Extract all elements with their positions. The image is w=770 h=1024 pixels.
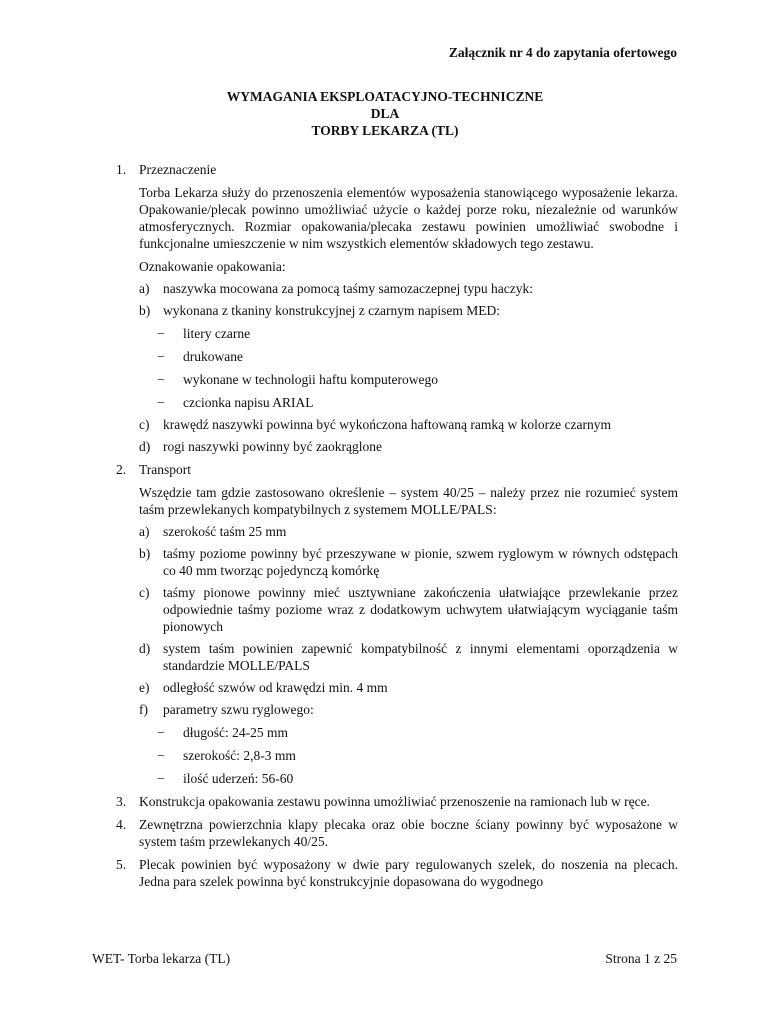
item-text: rogi naszywki powinny być zaokrąglone [163, 439, 382, 454]
item-text: wykonana z tkaniny konstrukcyjnej z czarnym napisem MED: [163, 303, 501, 318]
list-item [139, 523, 678, 540]
section-2 [116, 461, 678, 787]
item-text: parametry szwu ryglowego: [163, 702, 314, 717]
marking-heading: Oznakowanie opakowania: [139, 259, 286, 274]
list-item [139, 640, 678, 674]
title-line-2: DLA [370, 106, 400, 121]
dash-marker: − [157, 349, 165, 364]
dash-text: szerokość: 2,8-3 mm [183, 748, 296, 763]
item-text: naszywka mocowana za pomocą taśmy samozaczepnej typu haczyk: [163, 281, 533, 296]
section-1 [116, 161, 678, 455]
section-number: 2. [116, 462, 127, 477]
dash-marker: − [157, 748, 165, 763]
title-line-3: TORBY LEKARZA (TL) [311, 123, 459, 138]
dash-marker: − [157, 326, 165, 341]
section-heading: Transport [139, 462, 192, 477]
dash-marker: − [157, 725, 165, 740]
list-item [139, 438, 678, 455]
section-body: Konstrukcja opakowania zestawu powinna umożliwiać przenoszenie na ramionach lub w ręce. [139, 794, 650, 809]
item-label: c) [139, 417, 150, 432]
list-item [139, 302, 678, 319]
section-body: Plecak powinien być wyposażony w dwie pary regulowanych szelek, do noszenia na plecach. Jedna para szelek powinna być konstrukcyjnie dopasowana do wygodnego [139, 857, 678, 889]
item-text: taśmy poziome powinny być przeszywane w pionie, szwem ryglowym w równych odstępach co 40 mm tworząc pojedynczą komórkę [163, 546, 678, 578]
section-body: Zewnętrzna powierzchnia klapy plecaka oraz obie boczne ściany powinny być wyposażone w system taśm przewlekanych 40/25. [139, 817, 678, 849]
dash-marker: − [157, 771, 165, 786]
dash-item [139, 348, 678, 365]
item-label: c) [139, 585, 150, 600]
section-number: 5. [116, 857, 127, 872]
dash-marker: − [157, 395, 165, 410]
dash-marker: − [157, 372, 165, 387]
list-item [139, 701, 678, 718]
item-label: f) [139, 702, 148, 717]
item-label: b) [139, 303, 151, 318]
list-item [139, 679, 678, 696]
item-text: system taśm powinien zapewnić kompatybilność z innymi elementami oporządzenia w standardzie MOLLE/PALS [163, 641, 678, 673]
section-5 [116, 856, 678, 890]
list-item [139, 416, 678, 433]
dash-text: litery czarne [183, 326, 251, 341]
dash-item [139, 371, 678, 388]
document-title [0, 88, 770, 139]
item-text: krawędź naszywki powinna być wykończona haftowaną ramką w kolorze czarnym [163, 417, 611, 432]
dash-text: ilość uderzeń: 56-60 [183, 771, 294, 786]
dash-text: wykonane w technologii haftu komputerowego [183, 372, 438, 387]
item-label: b) [139, 546, 151, 561]
section-heading: Przeznaczenie [139, 162, 217, 177]
list-item [139, 280, 678, 297]
dash-item [139, 724, 678, 741]
section-4 [116, 816, 678, 850]
dash-item [139, 747, 678, 764]
item-label: d) [139, 439, 151, 454]
item-text: odległość szwów od krawędzi min. 4 mm [163, 680, 388, 695]
list-item [139, 545, 678, 579]
dash-text: czcionka napisu ARIAL [183, 395, 314, 410]
section-number: 3. [116, 794, 127, 809]
section-body: Torba Lekarza służy do przenoszenia elementów wyposażenia stanowiącego wyposażenie lekarza. Opakowanie/plecak powinno umożliwiać użycie o każdej porze roku, niezależnie od warunków atmosferycznych. Rozmiar opakowania/plecaka zestawu powinien umożliwiać swobodne i funkcjonalne umieszczenie w nim wszystkich elementów składowych tego zestawu. [139, 185, 678, 251]
dash-item [139, 770, 678, 787]
section-3 [116, 793, 678, 810]
item-text: taśmy pionowe powinny mieć usztywniane zakończenia ułatwiające przewlekanie przez odpowiednie taśmy poziome wraz z dodatkowym uchwytem ułatwiającym wyciąganie taśm pionowych [163, 585, 678, 634]
attachment-header: Załącznik nr 4 do zapytania ofertowego [448, 45, 677, 60]
section-number: 4. [116, 817, 127, 832]
dash-text: drukowane [183, 349, 243, 364]
title-line-1: WYMAGANIA EKSPLOATACYJNO-TECHNICZNE [226, 89, 544, 104]
item-label: d) [139, 641, 151, 656]
footer-document-name: WET- Torba lekarza (TL) [92, 951, 231, 966]
item-label: e) [139, 680, 150, 695]
section-body: Wszędzie tam gdzie zastosowano określenie – system 40/25 – należy przez nie rozumieć system taśm przewlekanych kompatybilnych z systemem MOLLE/PALS: [139, 485, 678, 517]
item-label: a) [139, 524, 150, 539]
footer-page-number: Strona 1 z 25 [605, 951, 677, 966]
item-label: a) [139, 281, 150, 296]
section-number: 1. [116, 162, 127, 177]
dash-text: długość: 24-25 mm [183, 725, 288, 740]
list-item [139, 584, 678, 635]
item-text: szerokość taśm 25 mm [163, 524, 287, 539]
dash-item [139, 394, 678, 411]
dash-item [139, 325, 678, 342]
document-content [116, 161, 678, 890]
